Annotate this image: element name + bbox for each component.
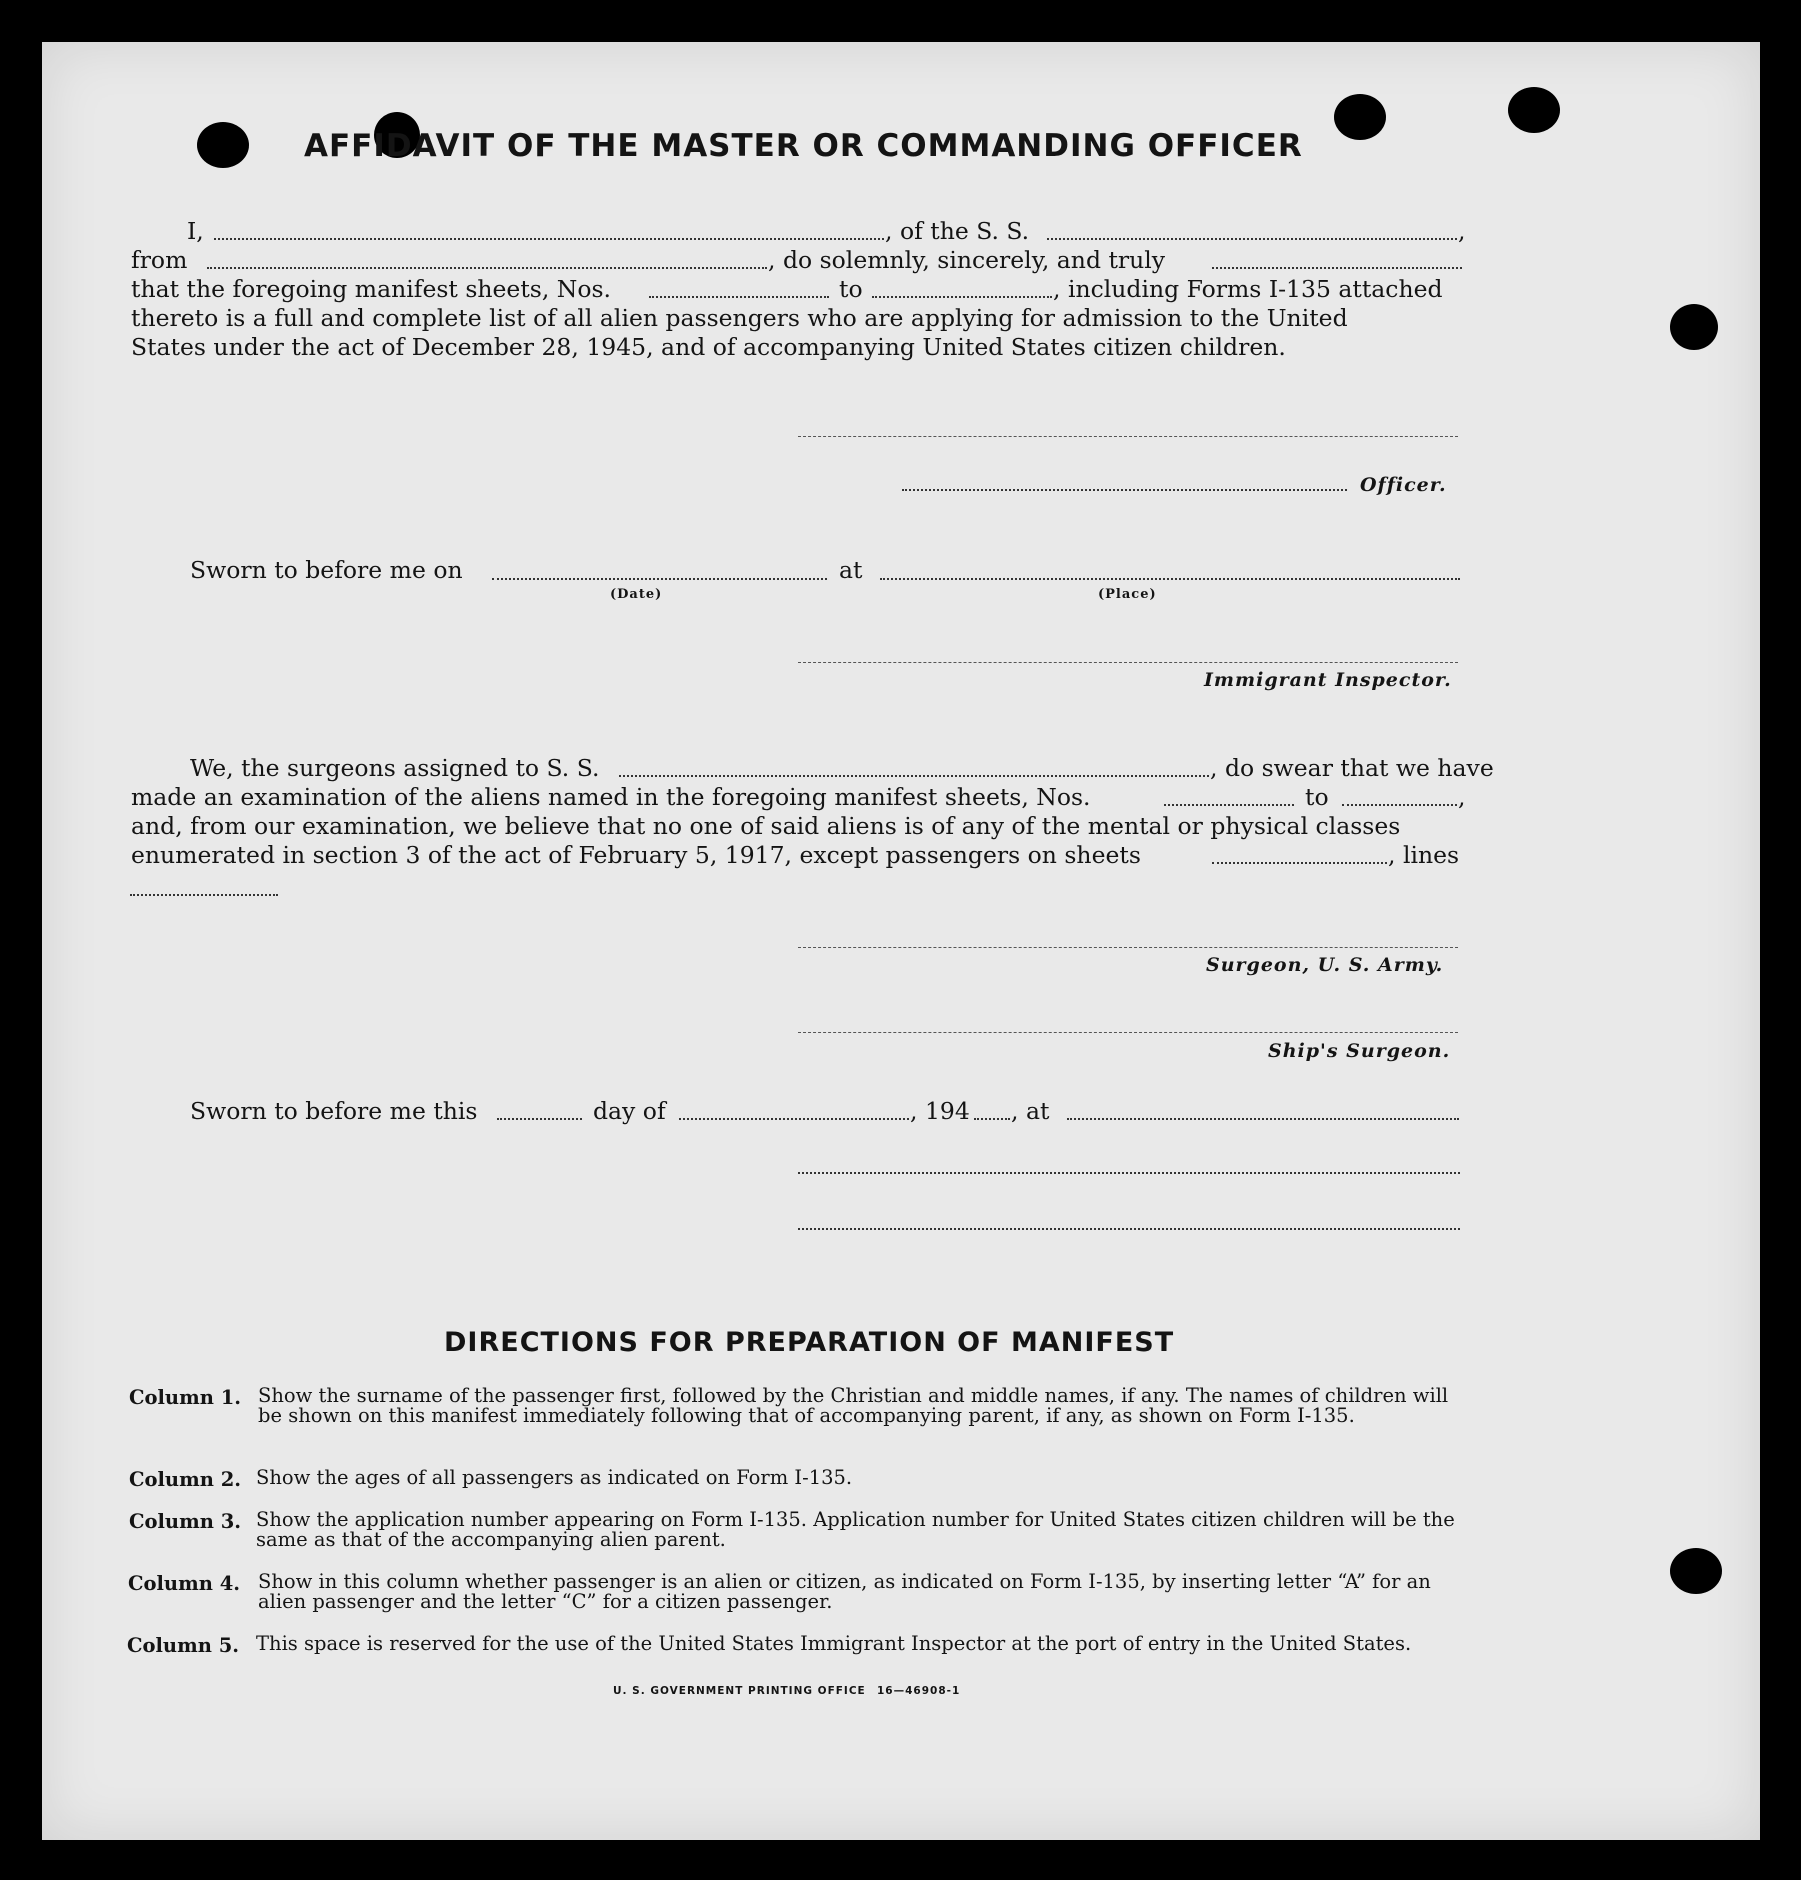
affidavit-line4: thereto is a full and complete list of all alien passengers who are applying for admission to the United [131,304,1348,332]
surgeons-sheets-to-field[interactable] [1342,804,1457,806]
direction-label-4: Column 4. [128,1572,241,1595]
ship-surgeon-signature-line[interactable] [798,1032,1458,1033]
affidavit-title: AFFIDAVIT OF THE MASTER OR COMMANDING OFFICER [304,128,1303,164]
surgeons-line1-lead: We, the surgeons assigned to S. S. [190,754,600,782]
affidavit-line3-to: to [839,275,863,303]
sworn2-day-field[interactable] [497,1118,582,1120]
sworn1-place-caption: (Place) [1098,587,1157,602]
sheets-to-field[interactable] [872,296,1052,298]
surgeons-ship-field[interactable] [619,775,1209,777]
inspector-label: Immigrant Inspector. [1204,669,1452,691]
punch-hole [1334,94,1386,140]
surgeons-line4-lead: enumerated in section 3 of the act of February 5, 1917, except passengers on sheets [131,841,1141,869]
affidavit-line2-lead: from [131,246,188,274]
affidavit-line1-comma: , [1458,217,1466,245]
affidavit-line1-ss: , of the S. S. [885,217,1030,245]
except-lines-field[interactable] [130,894,278,896]
direction-text-1: Show the surname of the passenger first, followed by the Christian and middle names, if any. The names of children will be shown on this manifest immediately following that of accompanying parent, if any, as shown on Form I-135. [258,1384,1449,1427]
direction-label-2: Column 2. [129,1468,242,1491]
sworn2-year-field[interactable] [974,1118,1010,1120]
surgeons-line2-to: to [1305,783,1329,811]
direction-label-3: Column 3. [129,1510,242,1533]
surgeons-line3: and, from our examination, we believe that no one of said aliens is of any of the mental or physical classes [131,812,1401,840]
inspector-signature-line[interactable] [798,662,1458,663]
punch-hole [1670,1548,1722,1594]
direction-text-4: Show in this column whether passenger is an alien or citizen, as indicated on Form I-135, by inserting letter “A” for an alien passenger and the letter “C” for a citizen passenger. [258,1570,1431,1613]
ship-name-field[interactable] [1047,238,1457,240]
sworn2-year: , 194 [910,1097,970,1125]
punch-hole [1508,87,1560,133]
officer-title-field[interactable] [902,489,1347,491]
surgeons-sheets-from-field[interactable] [1164,804,1294,806]
departure-port-field[interactable] [207,267,767,269]
officer-label: Officer. [1360,474,1447,496]
printer-imprint: U. S. GOVERNMENT PRINTING OFFICE [613,1685,866,1697]
sworn1-date-field[interactable] [492,578,827,580]
except-sheets-field[interactable] [1212,862,1387,864]
direction-label-1: Column 1. [129,1386,242,1409]
affidavit-line1-lead: I, [187,217,204,245]
direction-text-2: Show the ages of all passengers as indicated on Form I-135. [256,1466,853,1489]
surgeons-line2-comma: , [1458,783,1466,811]
form-number: 16—46908-1 [877,1685,961,1697]
army-surgeon-signature-line[interactable] [798,947,1458,948]
sworn2-place-field[interactable] [1067,1118,1459,1120]
sworn1-at: at [839,556,863,584]
sworn1-date-caption: (Date) [610,587,663,602]
document-page [42,42,1760,1840]
sworn1-place-field[interactable] [880,578,1460,580]
surgeons-line2-lead: made an examination of the aliens named in the foregoing manifest sheets, Nos. [131,783,1091,811]
direction-text-3: Show the application number appearing on Form I-135. Application number for United States citizen children will be the same as that of the accompanying alien parent. [256,1508,1455,1551]
surgeons-line1-swear: , do swear that we have [1210,754,1494,782]
army-surgeon-label: Surgeon, U. S. Army. [1206,954,1444,976]
surgeons-line4-lines: , lines [1388,841,1460,869]
master-signature-line[interactable] [798,436,1458,437]
sworn2-title-field[interactable] [798,1228,1460,1230]
ship-surgeon-label: Ship's Surgeon. [1268,1040,1451,1062]
affidavit-line2-swear: , do solemnly, sincerely, and truly [768,246,1166,274]
master-name-field[interactable] [214,238,884,240]
sworn2-month-field[interactable] [679,1118,909,1120]
sworn2-at: , at [1011,1097,1050,1125]
punch-hole [1670,304,1718,350]
sworn1-lead: Sworn to before me on [190,556,463,584]
affidavit-line3-lead: that the foregoing manifest sheets, Nos. [131,275,612,303]
oath-type-field[interactable] [1212,267,1462,269]
direction-text-5: This space is reserved for the use of the United States Immigrant Inspector at the port of entry in the United States. [256,1632,1412,1655]
sworn2-day-of: day of [593,1097,666,1125]
affidavit-line3-forms: , including Forms I-135 attached [1053,275,1443,303]
sworn2-signature-field[interactable] [798,1172,1460,1174]
punch-hole [197,122,249,168]
sheets-from-field[interactable] [649,296,829,298]
affidavit-line5: States under the act of December 28, 1945, and of accompanying United States citizen children. [131,333,1286,361]
sworn2-lead: Sworn to before me this [190,1097,478,1125]
direction-label-5: Column 5. [127,1634,240,1657]
directions-title: DIRECTIONS FOR PREPARATION OF MANIFEST [444,1327,1175,1358]
